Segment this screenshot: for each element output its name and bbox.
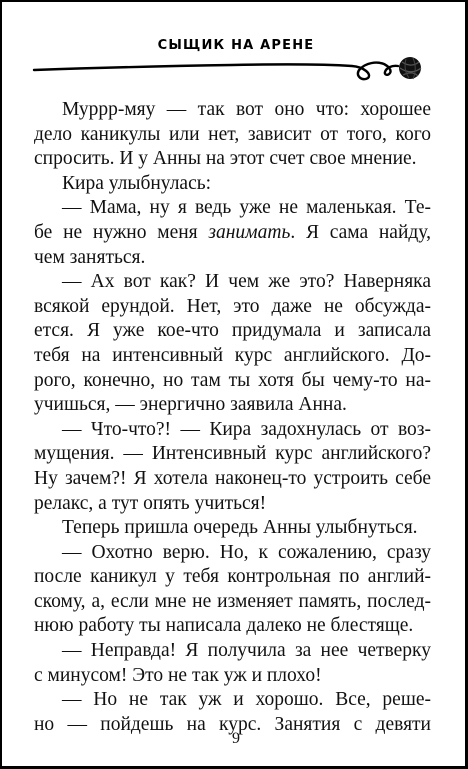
text-line — [34, 221, 431, 246]
text-line: мущения. — Интенсивный курс английского? — [34, 443, 431, 465]
text-line: — Мама, ну я ведь уже не маленькая. Те- — [62, 197, 431, 219]
text-line: Ну зачем?! Я хотела наконец-то устроить себе — [34, 467, 431, 489]
text-line: дело каникулы или нет, зависит от того, кого — [34, 123, 431, 145]
text-line: с минусом! Это не так уж и плохо! — [34, 664, 322, 686]
text-line: Теперь пришла очередь Анны улыбнуться. — [62, 517, 418, 539]
text-line: ется. Я уже кое-что придумала и записала — [34, 320, 431, 342]
text-line: релакс, а тут опять учиться! — [34, 492, 267, 514]
text-line: учишься, — энергично заявила Анна. — [34, 394, 347, 416]
text-line: Муррр-мяу — так вот оно что: хорошее — [62, 99, 431, 120]
text-line: — Неправда! Я получила за нее четверку — [62, 640, 431, 662]
text-line: — Охотно верю. Но, к сожалению, сразу — [62, 541, 431, 563]
text-line: после каникул у тебя контрольная по англий- — [34, 566, 431, 588]
text-line: тебя на интенсивный курс английского. До- — [34, 344, 431, 366]
page-number: 9 — [232, 730, 240, 747]
text-line: — Но не так уж и хорошо. Все, реше- — [62, 689, 431, 711]
text-segment: . Я сама найду, — [290, 221, 431, 243]
thread-with-yarn-ball-icon — [32, 48, 432, 84]
running-title: СЫЩИК НА АРЕНЕ — [157, 38, 315, 53]
text-segment: бе не нужно меня — [34, 221, 209, 243]
text-line: — Ах вот как? И чем же это? Наверняка — [62, 271, 431, 293]
text-line: скому, а, если мне не изменяет память, послед- — [34, 590, 431, 612]
italic-word: занимать — [208, 221, 291, 243]
text-line: всякой ерундой. Нет, это даже не обсужда- — [34, 295, 431, 317]
body-text — [34, 98, 431, 737]
text-line: но — пойдешь на курс. Занятия с девяти — [34, 713, 431, 735]
text-line: рого, конечно, но там ты хотя бы чему-то на- — [34, 369, 431, 391]
text-line: нюю работу ты написала далеко не блестяще. — [34, 615, 414, 637]
text-line: Кира улыбнулась: — [62, 172, 212, 194]
text-line: — Что-что?! — Кира задохнулась от воз- — [62, 418, 431, 440]
text-line: спросить. И у Анны на этот счет свое мнение. — [34, 148, 417, 170]
text-line: чем заняться. — [34, 246, 146, 268]
page-header — [2, 2, 468, 92]
